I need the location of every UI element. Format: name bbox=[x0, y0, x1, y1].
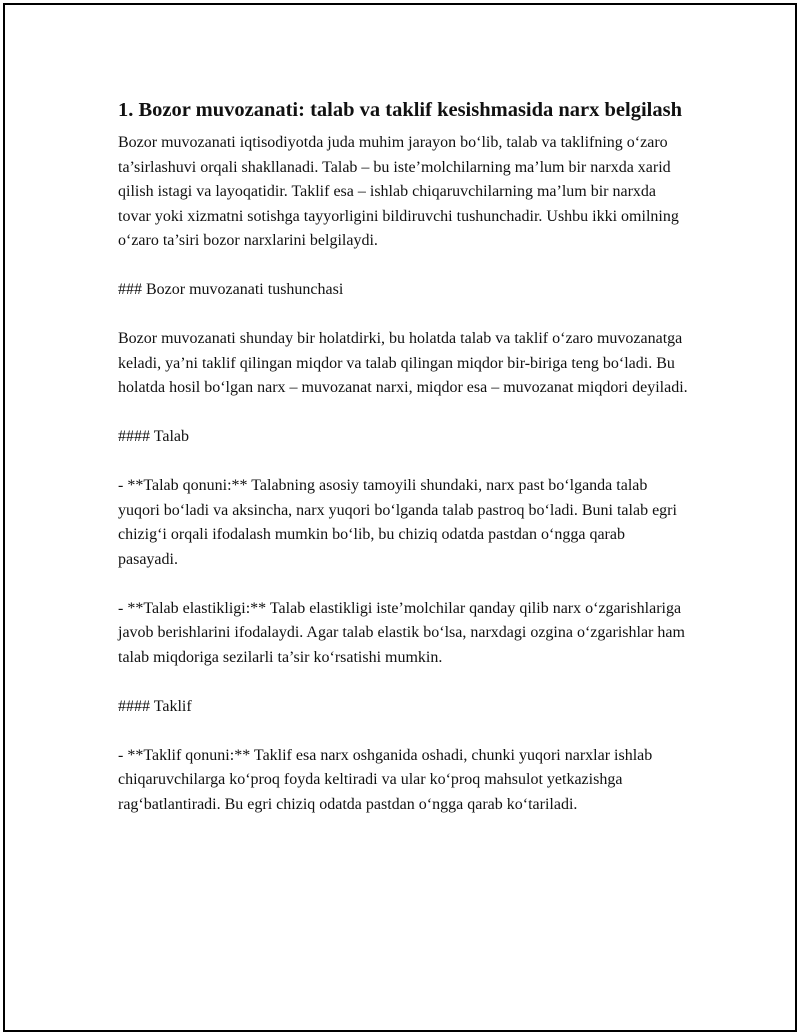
demand-law-item: - **Talab qonuni:** Talabning asosiy tamoyili shundaki, narx past bo‘lganda talab yuqori bo‘ladi va aksincha, narx yuqori bo‘lganda talab pastroq bo‘ladi. Buni talab egri chizig‘i orqali ifodalash mumkin bo‘lib, bu chiziq odatda pastdan o‘ngga qarab pasayadi. bbox=[118, 477, 677, 568]
section-heading-demand: #### Talab bbox=[118, 428, 190, 445]
spacer bbox=[118, 124, 688, 131]
document-body bbox=[118, 96, 688, 817]
section-heading-equilibrium: ### Bozor muvozanati tushunchasi bbox=[118, 281, 344, 298]
spacer bbox=[118, 719, 688, 744]
document-title: 1. Bozor muvozanati: talab va taklif kesishmasida narx belgilash bbox=[118, 99, 682, 121]
equilibrium-paragraph: Bozor muvozanati shunday bir holatdirki, bu holatda talab va taklif o‘zaro muvozanatga keladi, ya’ni taklif qilingan miqdor va talab qilingan miqdor bir-biriga teng bo‘ladi. Bu holatda hosil bo‘lgan narx – muvozanat narxi, miqdor esa – muvozanat miqdori deyiladi. bbox=[118, 330, 688, 396]
spacer bbox=[118, 572, 688, 597]
spacer bbox=[118, 303, 688, 328]
spacer bbox=[118, 670, 688, 695]
spacer bbox=[118, 450, 688, 475]
section-heading-supply: #### Taklif bbox=[118, 697, 192, 715]
intro-paragraph: Bozor muvozanati iqtisodiyotda juda muhim jarayon bo‘lib, talab va taklifning o‘zaro ta’sirlashuvi orqali shakllanadi. Talab – bu iste’molchilarning ma’lum bir narxda xarid qilish istagi va layoqatidir. Taklif esa – ishlab chiqaruvchilarning ma’lum bir narxda tovar yoki xizmatni sotishga tayyorligini bildiruvchi tushunchadir. Ushbu ikki omilning o‘zaro ta’siri bozor narxlarini belgilaydi. bbox=[118, 134, 679, 249]
spacer bbox=[118, 254, 688, 279]
supply-law-item: - **Taklif qonuni:** Taklif esa narx oshganida oshadi, chunki yuqori narxlar ishlab chiqaruvchilarga ko‘proq foyda keltiradi va ular ko‘proq mahsulot yetkazishga rag‘batlantiradi. Bu egri chiziq odatda pastdan o‘ngga qarab ko‘tariladi. bbox=[118, 746, 653, 813]
demand-elasticity-item: - **Talab elastikligi:** Talab elastikligi iste’molchilar qanday qilib narx o‘zgarishlariga javob berishlarini ifodalaydi. Agar talab elastik bo‘lsa, narxdagi ozgina o‘zgarishlar ham talab miqdoriga sezilarli ta’sir ko‘rsatishi mumkin. bbox=[118, 599, 685, 666]
spacer bbox=[118, 401, 688, 426]
